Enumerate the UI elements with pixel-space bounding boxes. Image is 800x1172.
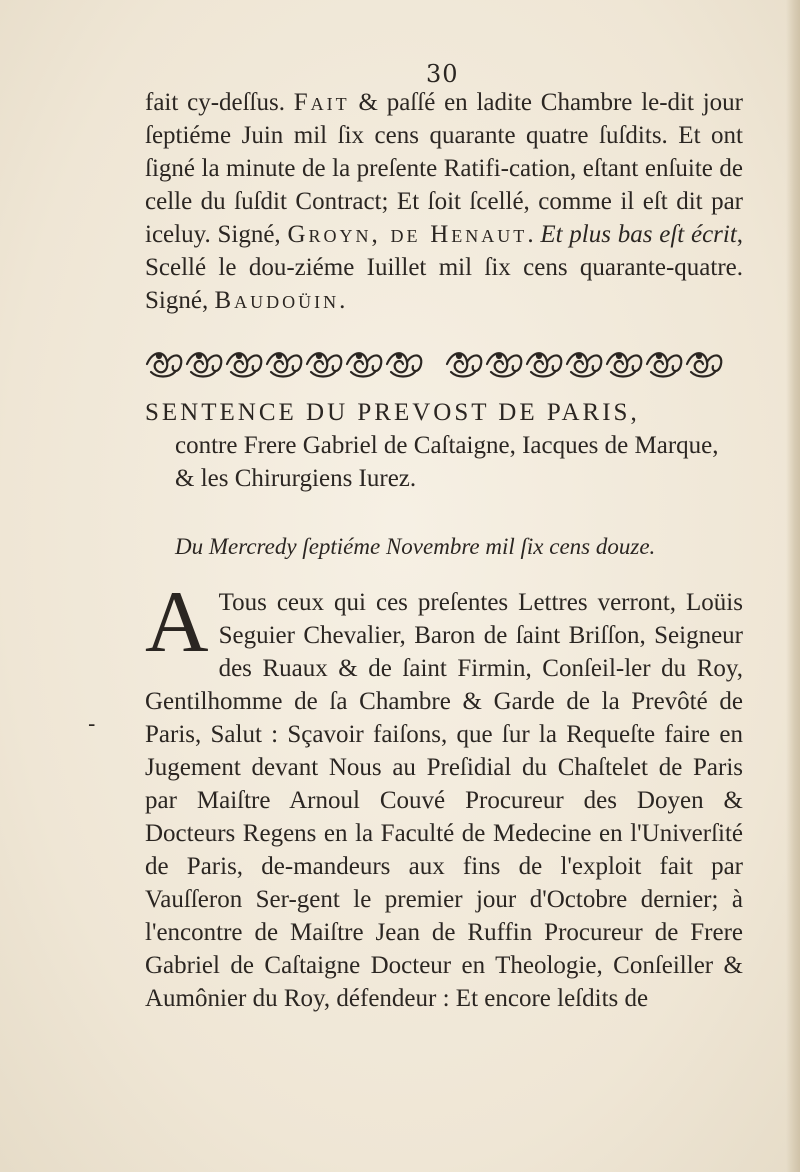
sentence-heading: [145, 396, 743, 495]
intro-text-after: & paſſé en ladite Chambre le-dit jour ſeptiéme Juin mil ſix cens quarante quatre ſuſdits. Et ont ſigné la minute de la preſente Ratifi-cation, eſtant enſuite de celle du ſuſdit Contract; Et ſoit ſcellé, comme il eſt dit par iceluy. Signé,: [145, 89, 744, 248]
signer-baudouin: Baudoüin.: [214, 287, 349, 314]
italic-note: Et plus bas eſt écrit: [540, 221, 737, 248]
intro-text-end: , Scellé le dou-ziéme Iuillet mil ſix cens quarante-quatre. Signé,: [145, 221, 744, 314]
fait-word: Fait: [293, 89, 350, 116]
page-edge: [786, 0, 800, 1172]
signer-groyn-henaut: Groyn, de Henaut: [287, 221, 528, 248]
page-number: 30: [426, 60, 459, 88]
fleuron-ornament-icon: [145, 342, 743, 382]
body-paragraph: [145, 574, 743, 1015]
intro-paragraph: [145, 86, 743, 317]
body-text: Tous ceux qui ces preſentes Lettres verront, Loüis Seguier Chevalier, Baron de ſaint Briſſon, Seigneur des Ruaux & de ſaint Firmin, Conſeil-ler du Roy, Gentilhomme de ſa Chambre & Garde de la Prevôté de Paris, Salut : Sçavoir faiſons, que ſur la Requeſte faire en Jugement devant Nous au Preſidial du Chaſtelet de Paris par Maiſtre Arnoul Couvé Procureur des Doyen & Docteurs Regens en la Faculté de Medecine en l'Univerſité de Paris, de-mandeurs aux fins de l'exploit fait par Vauſſeron Ser-gent le premier jour d'Octobre dernier; à l'encontre de Maiſtre Jean de Ruffin Procureur de Frere Gabriel de Caſtaigne Docteur en Theologie, Conſeiller & Aumônier du Roy, défendeur : Et encore leſdits de: [145, 589, 743, 1012]
intro-text-mid: .: [527, 221, 541, 248]
intro-text-before: fait cy-deſſus.: [145, 89, 294, 116]
dateline: Du Mercredy ſeptiéme Novembre mil ſix cens douze.: [175, 534, 656, 559]
drop-cap: A: [145, 574, 209, 671]
sentence-subtitle: contre Frere Gabriel de Caſtaigne, Iacques de Marque, & les Chirurgiens Iurez.: [175, 432, 719, 492]
margin-mark: -: [88, 712, 96, 737]
sentence-title: SENTENCE DU PREVOST DE PARIS,: [145, 399, 640, 426]
